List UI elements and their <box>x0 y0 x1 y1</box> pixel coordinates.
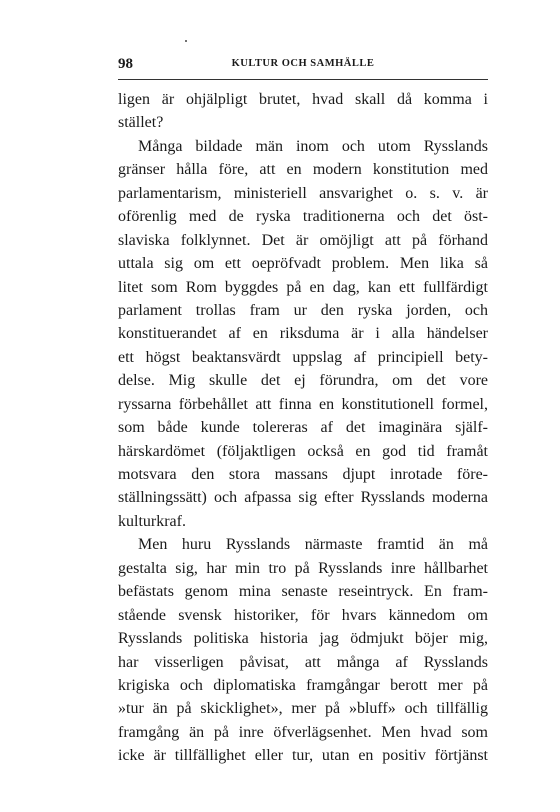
text-line: motsvara den stora massans djupt inrotade före- <box>118 466 488 483</box>
body-text <box>118 88 488 768</box>
header-rule <box>118 79 488 80</box>
text-line: ställningssätt) och afpassa sig efter Rysslands moderna <box>118 489 488 507</box>
text-line: kulturkraf. <box>118 512 186 530</box>
text-line: befästats genom mina senaste reseintryck. En fram- <box>118 583 488 601</box>
text-line: Rysslands politiska historia jag ödmjukt böjer mig, <box>118 630 488 648</box>
text-line: ett högst beaktansvärdt uppslag af principiell bety- <box>118 348 488 366</box>
text-line: har visserligen påvisat, att många af Rysslands <box>118 653 488 671</box>
page-number: 98 <box>118 56 133 72</box>
running-title: KULTUR OCH SAMHÄLLE <box>231 58 375 69</box>
text-line: parlament trollas fram ur den ryska jorden, och <box>118 301 488 319</box>
text-line: som både kunde tolereras af det imaginära själf- <box>118 419 488 437</box>
text-line: ryssarna förbehållet att finna en konstitutionell formel, <box>118 395 488 413</box>
text-line: stående svensk historiker, för hvars kännedom om <box>118 606 488 624</box>
text-line: Många bildade män inom och utom Rysslands <box>138 137 488 155</box>
text-line: stället? <box>118 114 164 132</box>
text-line: ligen är ohjälpligt brutet, hvad skall då komma i <box>118 91 488 108</box>
running-head <box>118 56 488 78</box>
text-line: härskardömet (följaktligen också en god tid framåt <box>118 442 488 460</box>
text-line: gestalta sig, har min tro på Rysslands inre hållbarhet <box>118 559 488 577</box>
text-line: framgång än på inre öfverlägsenhet. Men hvad som <box>118 723 488 741</box>
text-line: krigiska och diplomatiska framgångar berott mer på <box>118 676 488 694</box>
text-line: litet som Rom byggdes på en dag, kan ett fullfärdigt <box>118 278 488 296</box>
text-line: oförenlig med de ryska traditionerna och det öst- <box>118 208 488 226</box>
text-line: parlamentarism, ministeriell ansvarighet o. s. v. är <box>118 184 488 202</box>
text-line: Men huru Rysslands närmaste framtid än må <box>138 536 488 554</box>
text-line: »tur än på skicklighet», mer på »bluff» och tillfällig <box>118 700 488 718</box>
text-line: icke är tillfällighet eller tur, utan en positiv förtjänst <box>118 747 488 765</box>
text-line: delse. Mig skulle det ej förundra, om det vore <box>118 372 488 390</box>
text-line: uttala sig om ett oepröfvadt problem. Men lika så <box>118 255 488 273</box>
text-line: gränser hålla före, att en modern konstitution med <box>118 161 488 179</box>
text-line: konstituerandet af en riksduma är i alla händelser <box>118 325 488 343</box>
text-line: slaviska folklynnet. Det är omöjligt att på förhand <box>118 231 488 249</box>
print-speck <box>185 40 187 42</box>
